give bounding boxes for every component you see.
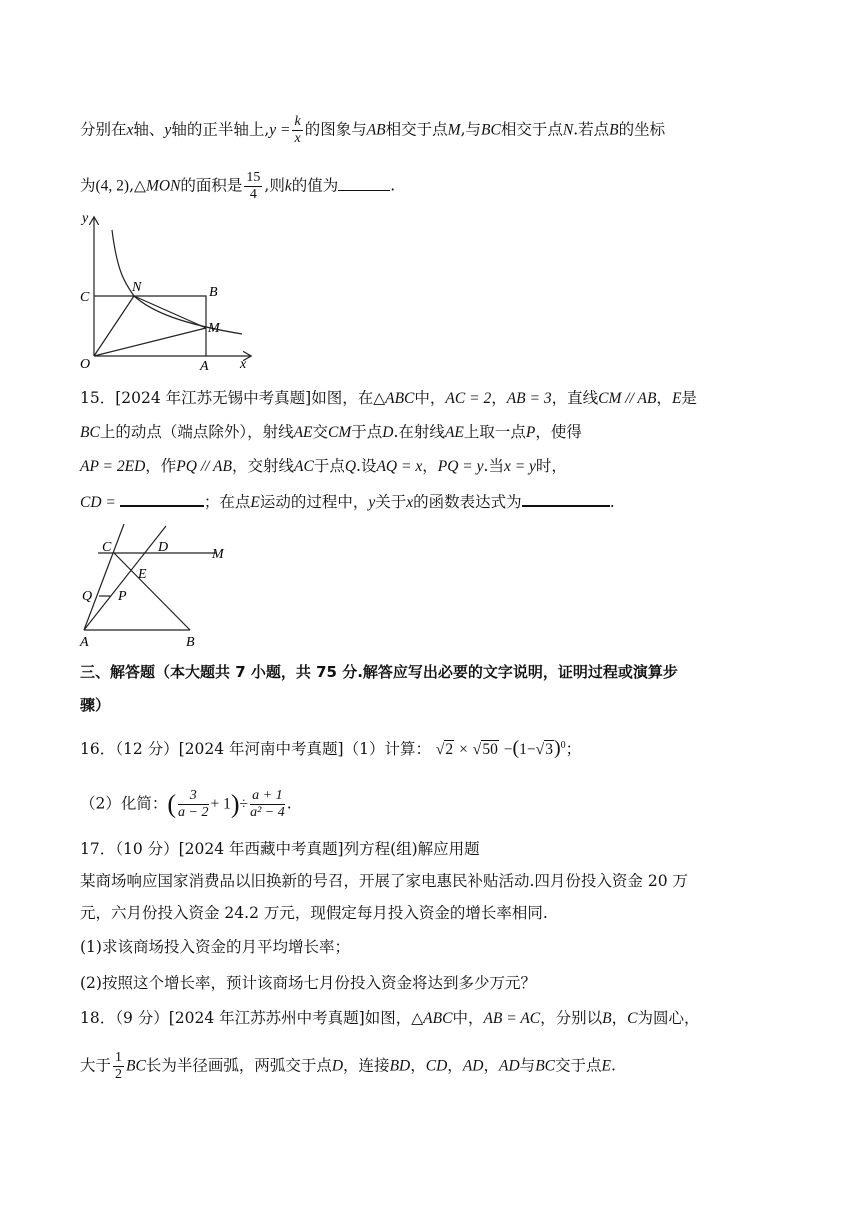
label-C: C: [80, 290, 90, 305]
sqrt-2: √2: [435, 741, 454, 759]
answer-blank-14: [338, 190, 390, 191]
label-y: y: [82, 211, 89, 226]
label-A: A: [200, 359, 209, 373]
q14-line1: 分别在x轴、y轴的正半轴上,y = $\frac{k}{x}$ 的图象与AB相交于点M,与BC相交于点N.若点B的坐标: [80, 114, 666, 146]
sqrt-3: √3: [535, 741, 553, 759]
q16-line1: 16．（12 分）[2024 年河南中考真题]（1）计算： $√2 \times √50 -(1-√3)^0$；: [80, 737, 582, 760]
label-P: P: [118, 589, 127, 604]
frac-3-over-a-minus-2: $\frac{3}{a - 2}$: [178, 788, 209, 820]
q15-line2: BC上的动点（端点除外），射线AE交CM于点D.在射线AE上取一点P，使得: [80, 423, 582, 441]
label-M: M: [208, 321, 220, 336]
q15-figure: [76, 520, 246, 652]
q17-line4: (1)求该商场投入资金的月平均增长率；: [80, 938, 350, 956]
segment-NM: [134, 296, 206, 328]
segment-OM: [94, 328, 206, 356]
frac-a-plus-1-over-a2-minus-4: $\frac{a + 1}{\text{a² − 4}}$: [250, 788, 285, 820]
label-B: B: [209, 285, 218, 300]
q18-line2: 大于 $\frac{1}{2}$ BC长为半径画弧，两弧交于点D，连接BD，CD，AD，AD与BC交于点E.: [80, 1050, 616, 1082]
q17-line3: 元，六月份投入资金 24.2 万元，现假定每月投入资金的增长率相同.: [80, 904, 548, 922]
label-C: C: [102, 540, 112, 555]
q16-line2: （2）化简：( $\frac{3}{a - 2}$ + 1)÷ $\frac{a + 1}{\text{a² − 4}}$ .: [80, 788, 292, 820]
sqrt-50: √50: [472, 741, 498, 759]
section-3-heading-cont: 骤）: [80, 696, 111, 714]
section-3-heading: 三、解答题（本大题共 7 小题，共 75 分.解答应写出必要的文字说明，证明过程或演算步: [80, 663, 678, 681]
q15-line4: CD = ；在点E运动的过程中，y关于x的函数表达式为 .: [80, 493, 615, 511]
label-O: O: [80, 357, 91, 372]
rectangle-sides: [94, 296, 206, 356]
label-Q: Q: [82, 589, 93, 604]
label-E: E: [138, 567, 147, 582]
label-B: B: [186, 635, 195, 650]
label-N: N: [132, 280, 142, 295]
q14-line2: 为(4, 2),△MON的面积是 $\frac{15}{4}$ ,则k的值为 .: [80, 170, 396, 202]
half-fraction: $\frac{1}{2}$: [115, 1050, 123, 1082]
q17-line5: (2)按照这个增长率，预计该商场七月份投入资金将达到多少万元？: [80, 974, 536, 992]
k-over-x: $\frac{k}{x}$: [294, 114, 301, 146]
answer-blank-15b: [522, 505, 610, 507]
q15-line1: 15．[2024 年江苏无锡中考真题]如图，在△ABC中，AC = 2，AB = 3，直线CM // AB，E是: [80, 389, 697, 407]
label-M: M: [212, 547, 224, 562]
q15-line3: AP = 2ED，作PQ // AB，交射线AC于点Q.设AQ = x，PQ = y.当x = y时，: [80, 457, 567, 475]
answer-blank-15a: [120, 505, 204, 507]
area-fraction: $\frac{15}{4}$: [246, 170, 261, 202]
q17-line1: 17．（10 分）[2024 年西藏中考真题]列方程(组)解应用题: [80, 840, 480, 858]
q18-line1: 18．（9 分）[2024 年江苏苏州中考真题]如图，△ABC中，AB = AC，分别以B，C为圆心，: [80, 1009, 700, 1027]
label-A: A: [80, 635, 89, 650]
label-D: D: [158, 540, 169, 555]
q14-figure: [72, 208, 262, 373]
q17-line2: 某商场响应国家消费品以旧换新的号召，开展了家电惠民补贴活动.四月份投入资金 20 万: [80, 872, 689, 890]
label-x: x: [240, 357, 247, 372]
ray-AE: [84, 526, 169, 630]
